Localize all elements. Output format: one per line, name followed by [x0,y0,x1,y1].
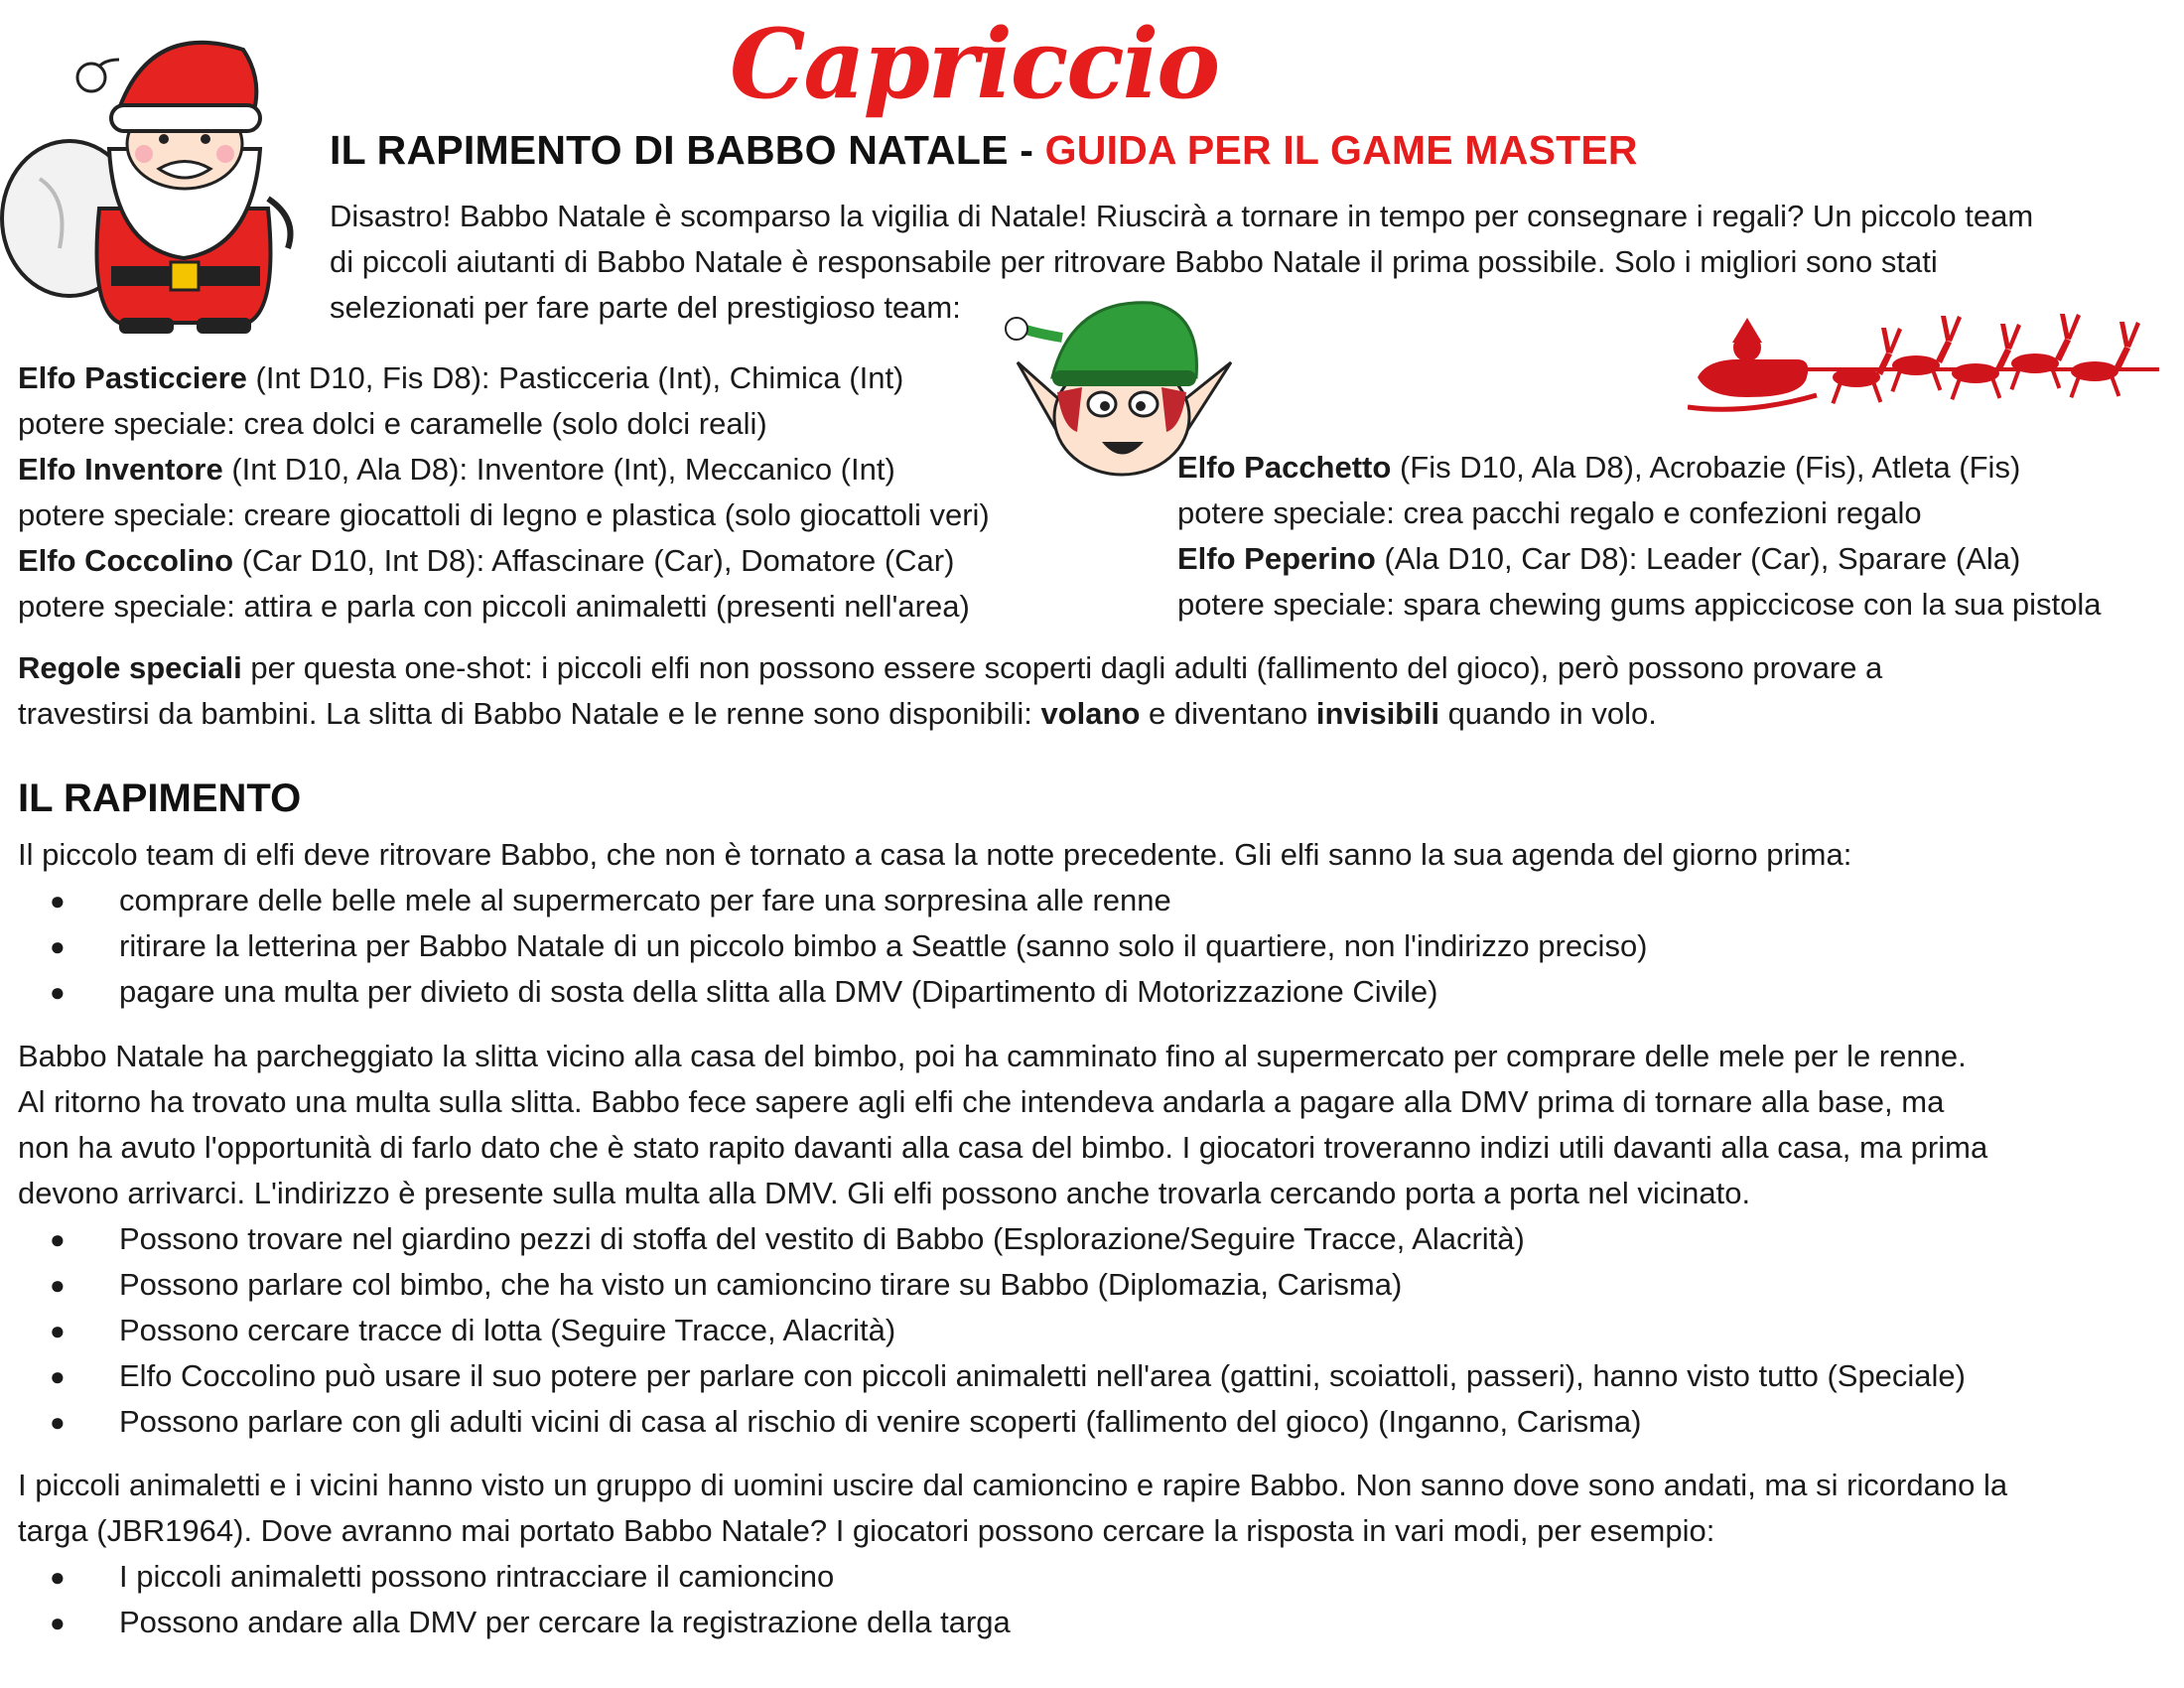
brand-logo: Capriccio [730,8,1219,120]
paragraph-2 [18,1034,1987,1216]
character-power: potere speciale: crea dolci e caramelle (solo dolci reali) [18,406,767,441]
character-entry [18,447,990,492]
list-item: ● Possono parlare con gli adulti vicini di casa al rischio di venire scoperti (fallimento del gioco) (Inganno, Carisma) [18,1399,1966,1445]
character-power: potere speciale: crea pacchi regalo e confezioni regalo [1177,495,1922,530]
character-power: potere speciale: spara chewing gums appiccicose con la sua pistola [1177,587,2102,622]
rules-label: Regole speciali [18,650,242,685]
list-item: ● Possono trovare nel giardino pezzi di stoffa del vestito di Babbo (Esplorazione/Seguire Tracce, Alacrità) [18,1216,1966,1262]
rules-text: per questa one-shot: i piccoli elfi non possono essere scoperti dagli adulti (fallimento del gioco), però possono provare a [241,650,1883,685]
list-item: ● Elfo Coccolino può usare il suo potere per parlare con piccoli animaletti nell'area (gattini, scoiattoli, passeri), hanno visto tutto (Speciale) [18,1353,1966,1399]
list-item: ● Possono andare alla DMV per cercare la registrazione della targa [18,1600,1011,1645]
character-stats: (Fis D10, Ala D8), Acrobazie (Fis), Atleta (Fis) [1391,450,2021,485]
methods-list [18,1554,1011,1645]
rules-bold: invisibili [1315,696,1439,731]
character-stats: (Car D10, Int D8): Affascinare (Car), Domatore (Car) [233,543,955,578]
character-stats: (Int D10, Ala D8): Inventore (Int), Meccanico (Int) [222,452,895,487]
paragraph-line: Babbo Natale ha parcheggiato la slitta vicino alla casa del bimbo, poi ha camminato fino al supermercato per comprare delle mele per le renne. [18,1039,1967,1073]
paragraph-line: devono arrivarci. L'indirizzo è presente sulla multa alla DMV. Gli elfi possono anche trovarla cercando porta a porta nel vicinato. [18,1176,1751,1210]
page-title [330,127,1638,174]
character-entry [1177,536,2102,582]
character-stats: (Int D10, Fis D8): Pasticceria (Int), Chimica (Int) [246,360,904,395]
section-heading: IL RAPIMENTO [18,776,302,820]
character-power: potere speciale: creare giocattoli di legno e plastica (solo giocattoli veri) [18,497,990,532]
rules-text: travestirsi da bambini. La slitta di Babbo Natale e le renne sono disponibili: [18,696,1041,731]
paragraph-line: non ha avuto l'opportunità di farlo dato che è stato rapito davanti alla casa del bimbo. I giocatori troveranno indizi utili davanti alla casa, ma prima [18,1130,1988,1165]
agenda-list [18,878,1648,1015]
character-name: Elfo Pasticciere [18,360,247,395]
character-entry [1177,445,2102,491]
section-intro: Il piccolo team di elfi deve ritrovare Babbo, che non è tornato a casa la notte precedente. Gli elfi sanno la sua agenda del giorno prima: [18,837,1852,872]
intro-line: di piccoli aiutanti di Babbo Natale è responsabile per ritrovare Babbo Natale il prima possibile. Solo i migliori sono stati [330,244,1938,279]
special-rules [18,645,1882,737]
paragraph-line: Al ritorno ha trovato una multa sulla slitta. Babbo fece sapere agli elfi che intendeva andarla a pagare alla DMV prima di tornare alla base, ma [18,1084,1945,1119]
intro-line: selezionati per fare parte del prestigioso team: [330,290,961,325]
character-entry [18,538,990,584]
paragraph-line: targa (JBR1964). Dove avranno mai portato Babbo Natale? I giocatori possono cercare la risposta in vari modi, per esempio: [18,1513,1715,1548]
character-entry [18,355,990,401]
list-item: ● pagare una multa per divieto di sosta della slitta alla DMV (Dipartimento di Motorizzazione Civile) [18,969,1648,1015]
paragraph-3 [18,1463,2007,1554]
clues-list [18,1216,1966,1445]
list-item: ● Possono parlare col bimbo, che ha visto un camioncino tirare su Babbo (Diplomazia, Carisma) [18,1262,1966,1308]
list-item: ● ritirare la letterina per Babbo Natale di un piccolo bimbo a Seattle (sanno solo il quartiere, non l'indirizzo preciso) [18,923,1648,969]
list-item: ● I piccoli animaletti possono rintracciare il camioncino [18,1554,1011,1600]
sleigh-illustration [1688,298,2184,432]
character-stats: (Ala D10, Car D8): Leader (Car), Sparare (Ala) [1375,541,2021,576]
santa-illustration [0,20,308,338]
rules-bold: volano [1040,696,1141,731]
character-power: potere speciale: attira e parla con piccoli animaletti (presenti nell'area) [18,589,970,624]
paragraph-line: I piccoli animaletti e i vicini hanno visto un gruppo di uomini uscire dal camioncino e rapire Babbo. Non sanno dove sono andati, ma si ricordano la [18,1468,2008,1502]
character-name: Elfo Coccolino [18,543,233,578]
character-name: Elfo Peperino [1177,541,1376,576]
title-black: IL RAPIMENTO DI BABBO NATALE - [330,127,1045,173]
intro-line: Disastro! Babbo Natale è scomparso la vigilia di Natale! Riuscirà a tornare in tempo per consegnare i regali? Un piccolo team [330,199,2034,233]
characters-left [18,355,990,630]
list-item: ● comprare delle belle mele al supermercato per fare una sorpresina alle renne [18,878,1648,923]
characters-right [1177,445,2102,628]
rules-text: e diventano [1140,696,1316,731]
rules-text: quando in volo. [1438,696,1657,731]
character-name: Elfo Inventore [18,452,223,487]
character-name: Elfo Pacchetto [1177,450,1392,485]
list-item: ● Possono cercare tracce di lotta (Seguire Tracce, Alacrità) [18,1308,1966,1353]
title-red: GUIDA PER IL GAME MASTER [1044,127,1638,173]
